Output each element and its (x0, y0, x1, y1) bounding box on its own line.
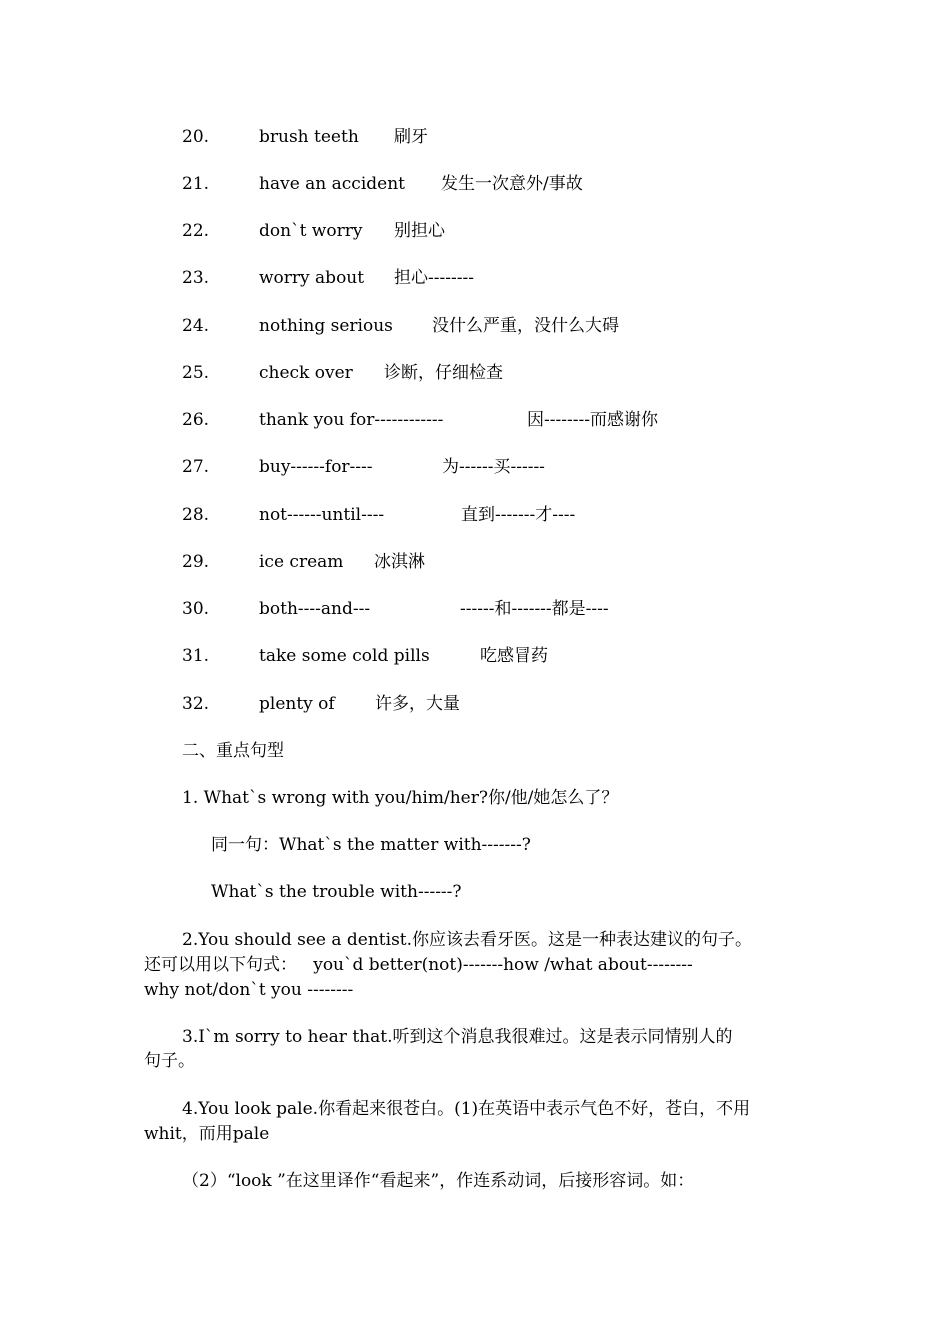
vocab-number: 25. (182, 363, 210, 383)
vocab-number: 26. (182, 410, 210, 430)
vocab-item (0, 597, 609, 621)
vocab-number: 24. (182, 316, 210, 336)
sentence-4-line: （2）“look ”在这里译作“看起来”，作连系动词，后接形容词。如： (182, 1171, 695, 1191)
vocab-item (0, 503, 576, 527)
vocab-chinese: ------和-------都是---- (460, 599, 609, 619)
vocab-chinese: 刷牙 (394, 127, 428, 147)
vocab-chinese: 许多，大量 (375, 694, 460, 714)
vocab-item (0, 125, 428, 149)
vocab-chinese: 没什么严重，没什么大碍 (432, 316, 619, 336)
vocab-english: brush teeth (259, 127, 359, 147)
vocab-item (0, 692, 460, 716)
vocab-number: 22. (182, 221, 210, 241)
vocab-item (0, 644, 548, 668)
vocab-chinese: 因--------而感谢你 (527, 410, 658, 430)
sentence-4-line: 4.You look pale.你看起来很苍白。(1)在英语中表示气色不好，苍白，不用 (182, 1099, 751, 1119)
vocab-item (0, 361, 503, 385)
vocab-chinese: 别担心 (394, 221, 445, 241)
vocab-chinese: 直到-------才---- (461, 505, 576, 525)
sentence-2-line: 2.You should see a dentist.你应该去看牙医。这是一种表达建议的句子。 (182, 930, 753, 950)
vocab-number: 31. (182, 646, 210, 666)
vocab-english: buy------for---- (259, 457, 373, 477)
vocab-english: worry about (259, 268, 365, 288)
vocab-number: 28. (182, 505, 210, 525)
vocab-english: not------until---- (259, 505, 385, 525)
sentence-1-alternative: What`s the trouble with------? (211, 882, 462, 902)
vocab-english: take some cold pills (259, 646, 430, 666)
vocab-english: plenty of (259, 694, 335, 714)
vocab-number: 27. (182, 457, 210, 477)
sentence-2-line: why not/don`t you -------- (144, 980, 354, 1000)
vocab-item (0, 219, 445, 243)
vocab-chinese: 吃感冒药 (480, 646, 548, 666)
sentence-1-main: 1. What`s wrong with you/him/her?你/他/她怎么了？ (182, 788, 619, 808)
sentence-2-line: 还可以用以下句式： you`d better(not)-------how /what about-------- (144, 955, 693, 975)
sentence-4-line: whit，而用pale (144, 1124, 270, 1144)
vocab-english: have an accident (259, 174, 405, 194)
vocab-english: nothing serious (259, 316, 393, 336)
vocab-english: thank you for------------ (259, 410, 444, 430)
vocab-item (0, 266, 474, 290)
vocab-item (0, 172, 583, 196)
vocab-chinese: 冰淇淋 (374, 552, 425, 572)
vocab-number: 21. (182, 174, 210, 194)
vocab-number: 29. (182, 552, 210, 572)
sentence-3-line: 句子。 (144, 1051, 195, 1071)
vocab-item (0, 455, 545, 479)
vocab-number: 23. (182, 268, 210, 288)
vocab-english: don`t worry (259, 221, 363, 241)
vocab-number: 30. (182, 599, 210, 619)
vocab-number: 20. (182, 127, 210, 147)
vocab-english: ice cream (259, 552, 344, 572)
sentence-1-alternative: 同一句：What`s the matter with-------? (211, 835, 531, 855)
vocab-chinese: 发生一次意外/事故 (441, 174, 583, 194)
vocab-chinese: 担心-------- (394, 268, 474, 288)
vocab-chinese: 诊断，仔细检查 (384, 363, 503, 383)
vocab-number: 32. (182, 694, 210, 714)
vocab-chinese: 为------买------ (442, 457, 545, 477)
vocab-item (0, 408, 658, 432)
vocab-item (0, 314, 619, 338)
vocab-english: check over (259, 363, 353, 383)
section-heading: 二、重点句型 (182, 741, 284, 761)
vocab-item (0, 550, 425, 574)
sentence-3-line: 3.I`m sorry to hear that.听到这个消息我很难过。这是表示同情别人的 (182, 1027, 733, 1047)
vocab-english: both----and--- (259, 599, 371, 619)
